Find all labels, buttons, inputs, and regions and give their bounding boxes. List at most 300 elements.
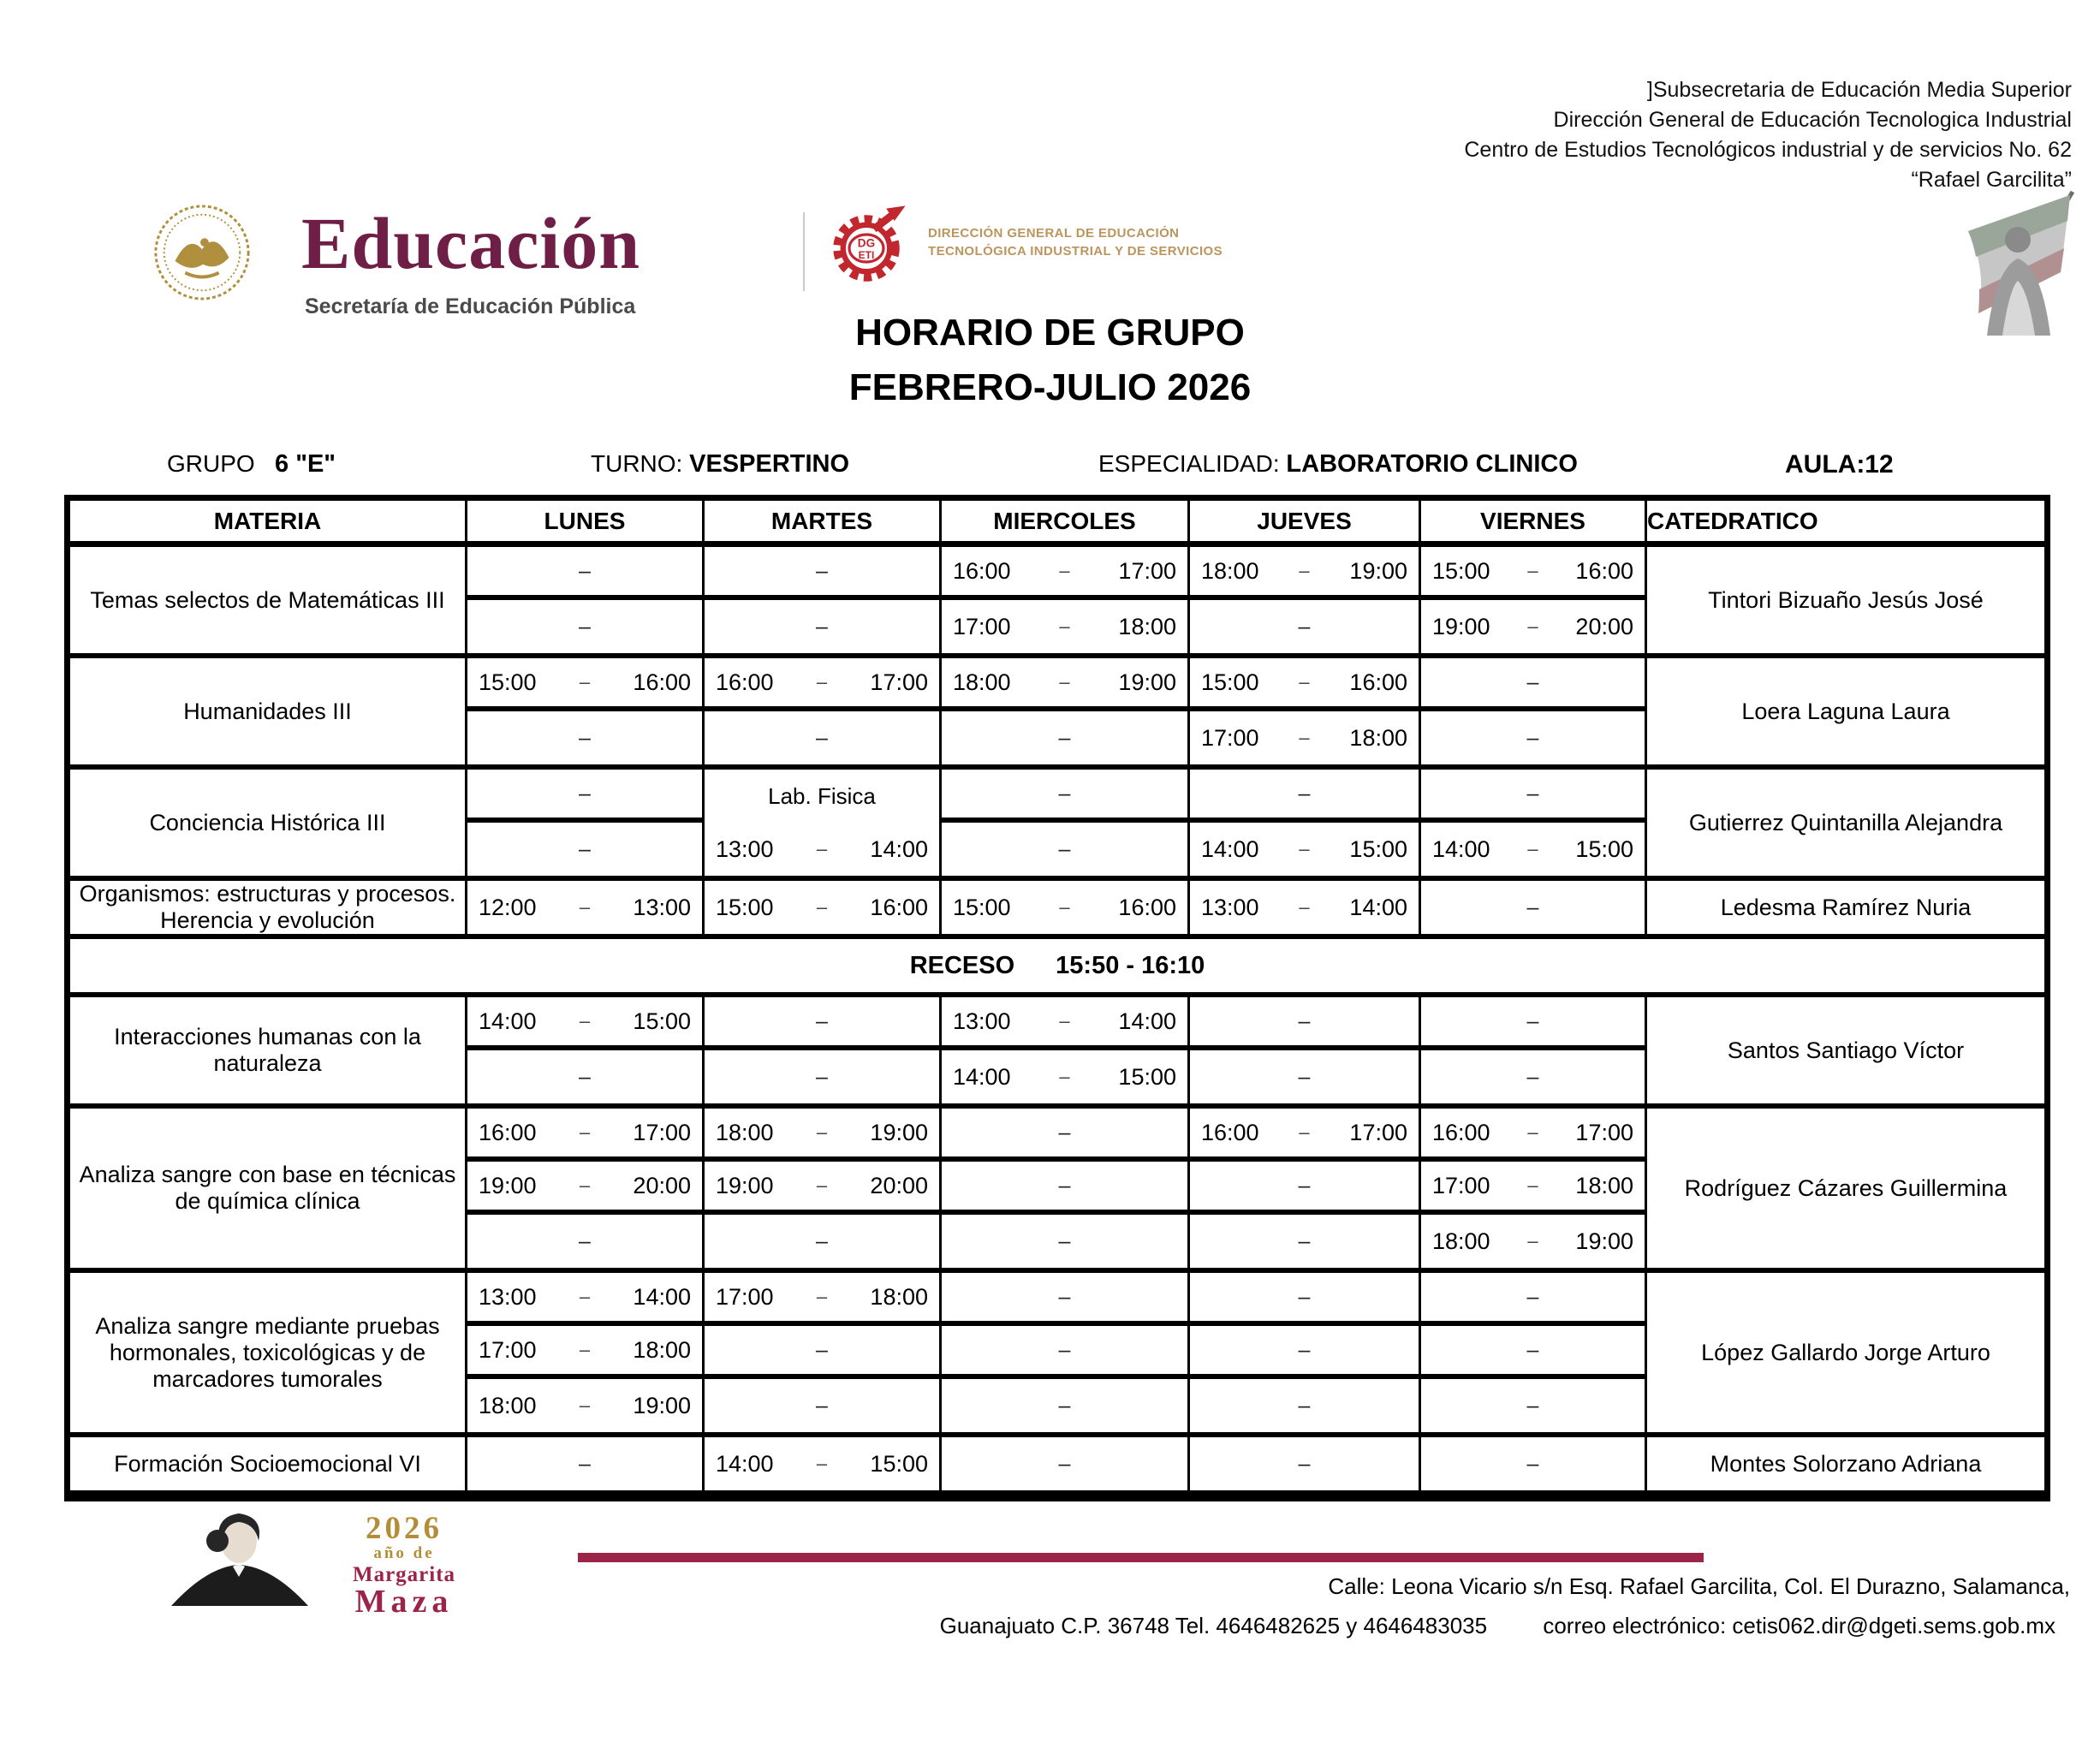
empty-slot-dash: – — [1526, 781, 1539, 806]
address-line-2a: Guanajuato C.P. 36748 Tel. 4646482625 y 4646483035 — [939, 1613, 1488, 1638]
time-separator: – — [1299, 560, 1310, 581]
empty-slot — [1421, 1273, 1647, 1326]
empty-slot — [1190, 770, 1421, 823]
time-separator: – — [1299, 838, 1310, 859]
empty-slot — [1190, 1437, 1421, 1490]
year-logo-line1: año de — [373, 1544, 435, 1562]
time-separator: – — [816, 1174, 828, 1196]
start-time: 14:00 — [1432, 835, 1490, 862]
margarita-maza-portrait — [154, 1507, 324, 1606]
subject-row — [70, 658, 2044, 770]
start-time: 17:00 — [479, 1336, 537, 1363]
time-slot — [467, 1379, 705, 1432]
time-separator: – — [816, 838, 828, 859]
agency-line-1: ]Subsecretaria de Educación Media Superior — [1646, 78, 2072, 102]
empty-slot-dash: – — [1526, 1337, 1539, 1362]
year-logo-line2: Margarita — [352, 1563, 456, 1586]
empty-slot — [942, 711, 1190, 764]
teacher-name: López Gallardo Jorge Arturo — [1701, 1339, 1990, 1365]
day-columns — [467, 658, 1647, 764]
subject-name: Humanidades III — [70, 658, 467, 764]
empty-slot — [1421, 1437, 1647, 1490]
schedule-subrow — [467, 1109, 1647, 1162]
svg-text:DG: DG — [857, 236, 876, 250]
start-time: 15:00 — [953, 894, 1011, 920]
time-slot — [942, 1050, 1190, 1103]
time-separator: – — [1059, 1066, 1070, 1087]
empty-slot-dash: – — [816, 1064, 828, 1089]
time-slot — [1421, 600, 1647, 653]
empty-slot — [705, 1379, 942, 1432]
empty-slot-dash: – — [1526, 1064, 1539, 1089]
start-time: 18:00 — [479, 1392, 537, 1418]
schedule-table — [64, 495, 2050, 1501]
end-time: 19:00 — [870, 1119, 928, 1145]
schedule-subrow — [467, 600, 1647, 653]
time-slot — [942, 997, 1190, 1050]
time-separator: – — [1527, 560, 1538, 581]
start-time: 16:00 — [479, 1119, 537, 1145]
time-slot — [1421, 823, 1647, 876]
column-header-catedratico: CATEDRATICO — [1647, 507, 1818, 534]
start-time: 13:00 — [716, 835, 774, 862]
end-time: 17:00 — [1575, 1119, 1633, 1145]
empty-slot — [705, 1215, 942, 1268]
subject-row — [70, 770, 2044, 881]
empty-slot-dash: – — [1526, 1284, 1539, 1309]
empty-slot-dash: – — [1058, 1393, 1071, 1418]
start-time: 16:00 — [953, 557, 1011, 584]
end-time: 15:00 — [870, 1450, 928, 1477]
subject-name: Conciencia Histórica III — [70, 770, 467, 876]
time-separator: – — [579, 896, 591, 918]
time-separator: – — [816, 1121, 828, 1143]
aula-value: AULA:12 — [1785, 450, 1894, 479]
empty-slot-dash: – — [816, 614, 828, 639]
empty-slot-dash: – — [1058, 1451, 1071, 1476]
teacher-name: Loera Laguna Laura — [1741, 698, 1950, 724]
time-slot — [467, 658, 705, 711]
aula-field — [1785, 450, 1894, 479]
start-time: 17:00 — [716, 1283, 774, 1310]
empty-slot — [1421, 1050, 1647, 1103]
empty-slot — [942, 1109, 1190, 1162]
empty-slot — [705, 1050, 942, 1103]
agency-line-3: Centro de Estudios Tecnológicos industrial y de servicios No. 62 — [1464, 138, 2072, 162]
start-time: 16:00 — [1201, 1119, 1259, 1145]
empty-slot-dash: – — [1526, 725, 1539, 750]
empty-slot-dash: – — [1526, 669, 1539, 694]
time-separator: – — [1059, 560, 1070, 581]
schedule-subrow — [467, 1215, 1647, 1268]
time-slot — [705, 658, 942, 711]
especialidad-label: ESPECIALIDAD: — [1098, 450, 1280, 477]
time-separator: – — [1527, 838, 1538, 859]
empty-slot — [942, 1379, 1190, 1432]
empty-slot — [942, 770, 1190, 823]
empty-slot — [467, 600, 705, 653]
time-separator: – — [1059, 615, 1070, 637]
end-time: 17:00 — [1118, 557, 1176, 584]
start-time: 14:00 — [1201, 835, 1259, 862]
address-line-2b: correo electrónico: cetis062.dir@dgeti.sems.gob.mx — [1543, 1613, 2055, 1638]
column-header-viernes: VIERNES — [1421, 501, 1647, 541]
empty-slot — [1190, 1273, 1421, 1326]
end-time: 16:00 — [633, 669, 691, 695]
end-time: 17:00 — [1349, 1119, 1407, 1145]
year-logo-year: 2026 — [366, 1511, 443, 1546]
empty-slot — [1421, 997, 1647, 1050]
time-separator: – — [1527, 615, 1538, 637]
empty-slot — [705, 547, 942, 600]
subject-name: Organismos: estructuras y procesos. Herencia y evolución — [70, 881, 467, 934]
empty-slot — [942, 1273, 1190, 1326]
document-subtitle: FEBRERO-JULIO 2026 — [848, 366, 1252, 408]
receso-row — [70, 939, 2044, 997]
end-time: 20:00 — [1575, 613, 1633, 639]
table-header-row — [70, 501, 2044, 547]
especialidad-field — [1098, 450, 1646, 479]
time-slot — [1190, 547, 1421, 600]
empty-slot-dash: – — [1526, 895, 1539, 919]
empty-slot-dash: – — [1298, 1008, 1311, 1033]
especialidad-value: LABORATORIO CLINICO — [1286, 450, 1578, 478]
end-time: 13:00 — [633, 894, 691, 920]
end-time: 18:00 — [633, 1336, 691, 1363]
start-time: 14:00 — [953, 1063, 1011, 1090]
start-time: 15:00 — [479, 669, 537, 695]
time-separator: – — [1299, 671, 1310, 693]
empty-slot-dash: – — [579, 781, 591, 806]
schedule-subrow — [467, 823, 1647, 876]
time-separator: – — [1059, 896, 1070, 918]
logo-divider — [803, 212, 805, 291]
start-time: 13:00 — [479, 1283, 537, 1310]
end-time: 14:00 — [633, 1283, 691, 1310]
subject-name: Interacciones humanas con la naturaleza — [70, 997, 467, 1103]
schedule-subrow — [467, 770, 1647, 823]
empty-slot-dash: – — [1298, 1393, 1311, 1418]
time-slot — [1190, 658, 1421, 711]
start-time: 19:00 — [716, 1172, 774, 1198]
schedule-subrow — [467, 1379, 1647, 1432]
schedule-subrow — [467, 1050, 1647, 1103]
empty-slot-dash: – — [816, 1008, 828, 1033]
time-slot — [1421, 1109, 1647, 1162]
agency-text-block — [1464, 75, 2072, 195]
start-time: 15:00 — [716, 894, 774, 920]
grupo-field — [167, 450, 336, 479]
schedule-subrow — [467, 547, 1647, 600]
empty-slot — [942, 1437, 1190, 1490]
time-slot — [942, 600, 1190, 653]
empty-slot — [942, 1162, 1190, 1215]
day-columns — [467, 770, 1647, 876]
time-separator: – — [1527, 1174, 1538, 1196]
empty-slot-dash: – — [1058, 1173, 1071, 1198]
time-slot — [1190, 881, 1421, 934]
time-separator: – — [579, 1286, 591, 1307]
lab-slot: Lab. Fisica — [705, 770, 942, 823]
empty-slot — [705, 1326, 942, 1379]
empty-slot-dash: – — [1526, 1393, 1539, 1418]
svg-text:ETI: ETI — [858, 249, 875, 261]
start-time: 18:00 — [716, 1119, 774, 1145]
end-time: 16:00 — [870, 894, 928, 920]
day-columns — [467, 881, 1647, 934]
dgeti-text-line-2: TECNOLÓGICA INDUSTRIAL Y DE SERVICIOS — [928, 244, 1223, 259]
time-slot — [467, 881, 705, 934]
year-logo-line3: Maza — [354, 1584, 454, 1620]
day-columns — [467, 997, 1647, 1103]
receso-time: 15:50 - 16:10 — [1056, 951, 1205, 979]
teacher-name: Santos Santiago Víctor — [1727, 1037, 1965, 1063]
address-line-1: Calle: Leona Vicario s/n Esq. Rafael Garcilita, Col. El Durazno, Salamanca, — [1328, 1573, 2070, 1599]
empty-slot — [705, 711, 942, 764]
empty-slot-dash: – — [1298, 1228, 1311, 1253]
time-slot — [467, 997, 705, 1050]
time-separator: – — [1527, 1230, 1538, 1252]
start-time: 13:00 — [1201, 894, 1259, 920]
schedule-subrow — [467, 997, 1647, 1050]
mexico-eagle-seal-icon — [151, 202, 253, 303]
day-columns — [467, 1109, 1647, 1268]
time-separator: – — [579, 1394, 591, 1416]
turno-field — [591, 450, 849, 479]
end-time: 14:00 — [1118, 1008, 1176, 1034]
time-slot — [705, 1437, 942, 1490]
empty-slot-dash: – — [1058, 781, 1071, 806]
dgeti-gear-icon — [829, 197, 918, 286]
time-separator: – — [1059, 1010, 1070, 1032]
empty-slot-dash: – — [1058, 1228, 1071, 1253]
subject-name: Analiza sangre mediante pruebas hormonales, toxicológicas y de marcadores tumorales — [70, 1273, 467, 1432]
empty-slot — [467, 547, 705, 600]
subject-name: Analiza sangre con base en técnicas de química clínica — [70, 1109, 467, 1268]
empty-slot — [467, 711, 705, 764]
empty-slot — [1190, 1379, 1421, 1432]
time-separator: – — [1299, 896, 1310, 918]
time-slot — [705, 1162, 942, 1215]
time-slot — [1421, 1162, 1647, 1215]
empty-slot-dash: – — [1526, 1008, 1539, 1033]
time-slot — [467, 1162, 705, 1215]
teacher-name: Ledesma Ramírez Nuria — [1720, 894, 1972, 920]
end-time: 15:00 — [1575, 835, 1633, 862]
empty-slot — [1421, 1326, 1647, 1379]
time-slot — [1421, 1215, 1647, 1268]
time-separator: – — [579, 1339, 591, 1360]
empty-slot-dash: – — [1298, 1451, 1311, 1476]
start-time: 16:00 — [716, 669, 774, 695]
start-time: 19:00 — [1432, 613, 1490, 639]
time-separator: – — [1299, 1121, 1310, 1143]
empty-slot — [1421, 770, 1647, 823]
time-slot — [705, 881, 942, 934]
receso-label: RECESO — [909, 951, 1015, 979]
time-slot — [705, 1109, 942, 1162]
start-time: 13:00 — [953, 1008, 1011, 1034]
start-time: 14:00 — [716, 1450, 774, 1477]
start-time: 12:00 — [479, 894, 537, 920]
empty-slot-dash: – — [1298, 1173, 1311, 1198]
time-separator: – — [1059, 671, 1070, 693]
end-time: 17:00 — [633, 1119, 691, 1145]
schedule-subrow — [467, 658, 1647, 711]
empty-slot-dash: – — [579, 1064, 591, 1089]
empty-slot-dash: – — [1526, 1451, 1539, 1476]
end-time: 16:00 — [1118, 894, 1176, 920]
end-time: 19:00 — [1349, 557, 1407, 584]
empty-slot-dash: – — [816, 1393, 828, 1418]
start-time: 17:00 — [953, 613, 1011, 639]
end-time: 17:00 — [870, 669, 928, 695]
column-header-miercoles: MIERCOLES — [942, 501, 1190, 541]
grupo-value: 6 "E" — [275, 450, 336, 478]
start-time: 15:00 — [1201, 669, 1259, 695]
end-time: 18:00 — [1349, 724, 1407, 751]
day-columns — [467, 547, 1647, 653]
empty-slot — [467, 1215, 705, 1268]
start-time: 18:00 — [953, 669, 1011, 695]
time-slot — [1190, 711, 1421, 764]
empty-slot-dash: – — [816, 1337, 828, 1362]
time-slot — [467, 1109, 705, 1162]
empty-slot — [1421, 711, 1647, 764]
empty-slot-dash: – — [1298, 1337, 1311, 1362]
schedule-subrow — [467, 881, 1647, 934]
empty-slot — [467, 770, 705, 823]
schedule-subrow — [467, 1326, 1647, 1379]
time-slot — [942, 881, 1190, 934]
empty-slot — [467, 1050, 705, 1103]
document-title: HORARIO DE GRUPO — [855, 312, 1245, 354]
end-time: 20:00 — [633, 1172, 691, 1198]
empty-slot-dash: – — [579, 1228, 591, 1253]
end-time: 15:00 — [1349, 835, 1407, 862]
empty-slot-dash: – — [1298, 614, 1311, 639]
agency-line-4: “Rafael Garcilita” — [1911, 168, 2072, 192]
time-slot — [1421, 547, 1647, 600]
time-slot — [467, 1273, 705, 1326]
subject-row — [70, 881, 2044, 939]
end-time: 19:00 — [633, 1392, 691, 1418]
day-columns — [467, 1437, 1647, 1490]
teacher-name: Montes Solorzano Adriana — [1710, 1450, 1982, 1477]
subject-row — [70, 547, 2044, 658]
year-logo-text — [336, 1511, 473, 1620]
start-time: 19:00 — [479, 1172, 537, 1198]
empty-slot — [1421, 1379, 1647, 1432]
column-header-jueves: JUEVES — [1190, 501, 1421, 541]
time-slot — [705, 823, 942, 876]
empty-slot-dash: – — [816, 1228, 828, 1253]
start-time: 15:00 — [1432, 557, 1490, 584]
address-line-2 — [940, 1613, 2055, 1639]
empty-slot-dash: – — [816, 725, 828, 750]
subject-row — [70, 997, 2044, 1109]
empty-slot-dash: – — [579, 836, 591, 861]
end-time: 15:00 — [1118, 1063, 1176, 1090]
time-separator: – — [579, 1121, 591, 1143]
empty-slot-dash: – — [579, 725, 591, 750]
empty-slot — [1190, 1215, 1421, 1268]
dgeti-text — [928, 224, 1223, 260]
empty-slot-dash: – — [1058, 1337, 1071, 1362]
subject-name: Temas selectos de Matemáticas III — [70, 547, 467, 653]
teacher-name: Tintori Bizuaño Jesús José — [1708, 586, 1984, 613]
end-time: 19:00 — [1575, 1228, 1633, 1254]
time-separator: – — [816, 671, 828, 693]
sep-tagline: Secretaría de Educación Pública — [305, 294, 636, 318]
turno-label: TURNO: — [591, 450, 683, 477]
schedule-subrow — [467, 1162, 1647, 1215]
empty-slot — [467, 823, 705, 876]
time-separator: – — [1527, 1121, 1538, 1143]
schedule-subrow — [467, 1437, 1647, 1490]
time-slot — [942, 658, 1190, 711]
empty-slot — [1190, 600, 1421, 653]
empty-slot — [705, 600, 942, 653]
time-slot — [1190, 823, 1421, 876]
column-header-materia: MATERIA — [70, 501, 467, 541]
dgeti-text-line-1: DIRECCIÓN GENERAL DE EDUCACIÓN — [928, 226, 1180, 241]
empty-slot-dash: – — [1058, 836, 1071, 861]
start-time: 14:00 — [479, 1008, 537, 1034]
empty-slot-dash: – — [1298, 1064, 1311, 1089]
time-slot — [1190, 1109, 1421, 1162]
schedule-subrow — [467, 711, 1647, 764]
time-separator: – — [816, 1286, 828, 1307]
subject-row — [70, 1437, 2044, 1495]
end-time: 14:00 — [870, 835, 928, 862]
empty-slot-dash: – — [1058, 1284, 1071, 1309]
time-slot — [942, 547, 1190, 600]
end-time: 15:00 — [633, 1008, 691, 1034]
empty-slot — [1190, 1162, 1421, 1215]
empty-slot — [705, 997, 942, 1050]
time-separator: – — [579, 671, 591, 693]
empty-slot — [942, 1215, 1190, 1268]
empty-slot-dash: – — [1298, 781, 1311, 806]
agency-line-2: Dirección General de Educación Tecnologica Industrial — [1553, 108, 2072, 132]
empty-slot-dash: – — [1058, 725, 1071, 750]
start-time: 18:00 — [1432, 1228, 1490, 1254]
empty-slot-dash: – — [579, 1451, 591, 1476]
time-separator: – — [579, 1010, 591, 1032]
column-header-martes: MARTES — [705, 501, 942, 541]
start-time: 17:00 — [1432, 1172, 1490, 1198]
start-time: 17:00 — [1201, 724, 1259, 751]
grupo-label: GRUPO — [167, 450, 255, 477]
empty-slot-dash: – — [579, 614, 591, 639]
teacher-name: Rodríguez Cázares Guillermina — [1684, 1174, 2008, 1201]
time-slot — [705, 1273, 942, 1326]
sep-wordmark: Educación — [301, 202, 641, 284]
start-time: 16:00 — [1432, 1119, 1490, 1145]
footer-divider-bar — [578, 1553, 1704, 1562]
turno-value: VESPERTINO — [689, 450, 850, 478]
end-time: 18:00 — [1118, 613, 1176, 639]
empty-slot-dash: – — [579, 558, 591, 583]
end-time: 14:00 — [1349, 894, 1407, 920]
teacher-name: Gutierrez Quintanilla Alejandra — [1688, 809, 2003, 835]
empty-slot — [1421, 881, 1647, 934]
empty-slot-dash: – — [816, 558, 828, 583]
end-time: 19:00 — [1118, 669, 1176, 695]
end-time: 16:00 — [1349, 669, 1407, 695]
empty-slot — [1190, 1050, 1421, 1103]
